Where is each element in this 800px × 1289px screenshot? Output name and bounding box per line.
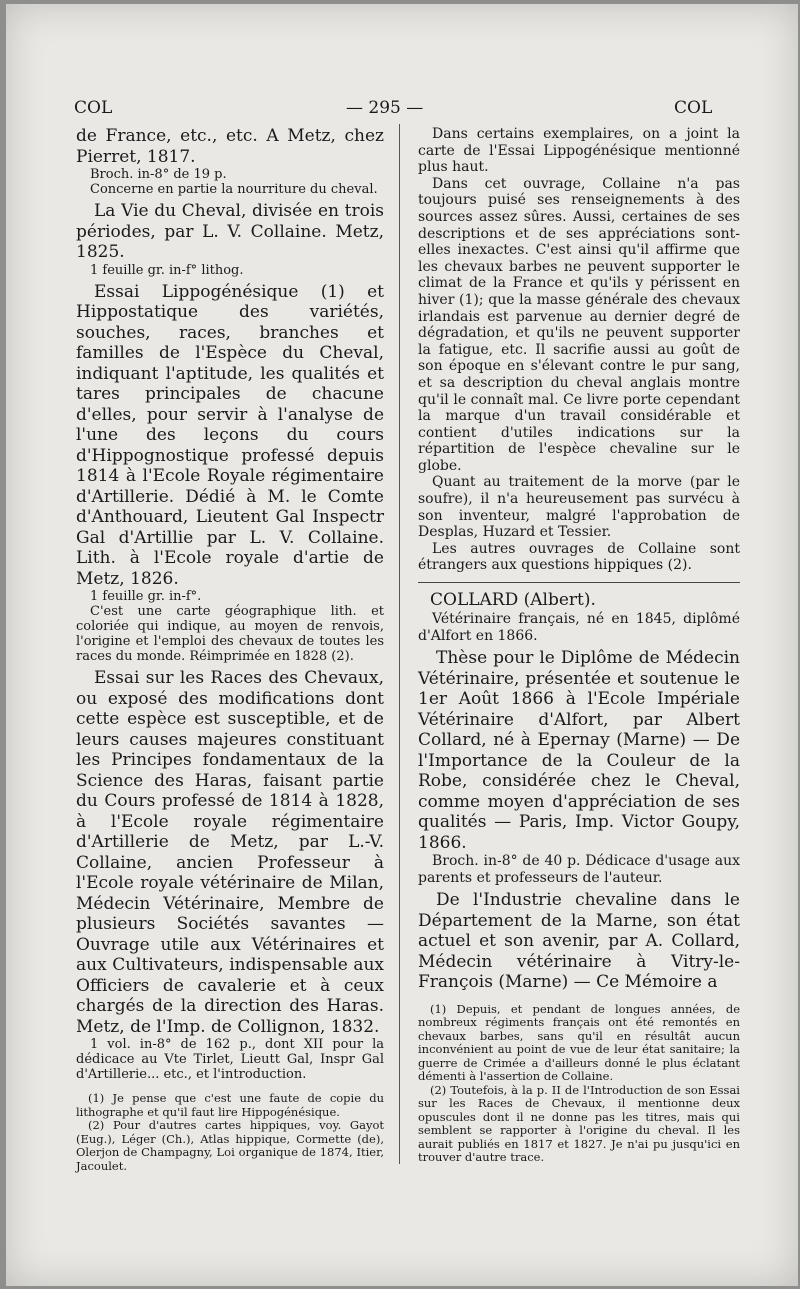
entry-continuation: de France, etc., etc. A Metz, chez Pierret, 1817. [76,126,384,167]
entry-title: La Vie du Cheval, divisée en trois périodes, par L. V. Collaine. Metz, 1825. [76,201,384,262]
entry-note: 1 feuille gr. in-f° lithog. [90,262,244,278]
commentary-paragraph: Quant au traitement de la morve (par le soufre), il n'a heureusement pas survécu à son inventeur, malgré l'approbation de Desplas, Huzard et Tessier. [418,474,740,541]
footnote: (2) Pour d'autres cartes hippiques, voy. Gayot (Eug.), Léger (Ch.), Atlas hippique, Cormette (de), Olerjon de Champagny, Loi organique de 1874, Itier, Jacoulet. [76,1118,384,1173]
entry-title: Essai Lippogénésique (1) et Hippostatique des variétés, souches, races, branches et familles de l'Espèce du Cheval, indiquant l'aptitude, les qualités et tares principales de chacune d'elles, pour servir à l'analyse de l'une des leçons du cours d'Hippognostique professé depuis 1814 à l'Ecole Royale régimentaire d'Artillerie. Dédié à M. le Comte d'Anthouard, Lieutent Gal Inspectr Gal d'Artillie par L. V. Collaine. Lith. à l'Ecole royale d'artie de Metz, 1826. [76,281,384,589]
entry-note: C'est une carte géographique lith. et coloriée qui indique, au moyen de renvois, l'origine et l'emploi des chevaux de toutes les races du monde. Réimprimée en 1828 (2). [76,604,384,664]
entry-title: Thèse pour le Diplôme de Médecin Vétérinaire, présentée et soutenue le 1er Août 1866 à l'Ecole Impériale Vétérinaire d'Alfort, par Albert Collard, né à Epernay (Marne) — De l'Importance de la Couleur de la Robe, considérée chez le Cheval, comme moyen d'appréciation de ses qualités — Paris, Imp. Victor Goupy, 1866. [418,648,740,853]
header-left: COL [74,98,113,118]
footnotes-left [76,1092,384,1173]
left-column [76,126,384,1173]
author-heading: COLLARD (Albert). [430,590,596,611]
commentary-paragraph: Dans cet ouvrage, Collaine n'a pas toujours puisé ses renseignements à des sources assez sûres. Aussi, certaines de ses descriptions et de ses appréciations sont-elles inexactes. C'est ainsi qu'il affirme que les chevaux barbes ne peuvent supporter le climat de la France et qu'ils y périssent en hiver (1); que la masse générale des chevaux irlandais est parvenue au dernier degré de dégradation, et qu'ils ne peuvent supporter la fatigue, etc. Il sacrifie aussi au goût de son époque en s'élevant contre le pur sang, et sa description du cheval anglais montre qu'il le connaît mal. Ce livre porte cependant la marque d'un travail considérable et contient d'utiles indications sur la répartition de l'espèce chevaline sur le globe. [418,175,740,474]
column-divider [399,124,400,1164]
entry-note: 1 feuille gr. in-f°. [90,589,202,604]
footnote: (1) Je pense que c'est une faute de copie du lithographe et qu'il faut lire Hippogénésique. [76,1091,384,1119]
running-header [6,98,798,124]
entry-note: Broch. in-8° de 19 p. [90,167,227,182]
page [6,4,798,1286]
footnotes-right [418,1003,740,1165]
footnote: (2) Toutefois, à la p. II de l'Introduction de son Essai sur les Races de Chevaux, il mentionne deux opuscules dont il ne donne pas les titres, mais qui semblent se rapporter à l'origine du cheval. Il les aurait publiés en 1817 et 1827. Je n'ai pu jusqu'ici en trouver d'autre trace. [418,1082,740,1165]
section-rule [418,582,740,583]
entry-note: Concerne en partie la nourriture du cheval. [90,182,378,197]
entry-title: Essai sur les Races des Chevaux, ou exposé des modifications dont cette espèce est susceptible, et de leurs causes majeures constituant les Principes fondamentaux de la Science des Haras, faisant partie du Cours professé de 1814 à 1828, à l'Ecole royale régimentaire d'Artillerie de Metz, par L.-V. Collaine, ancien Professeur à l'Ecole royale vétérinaire de Milan, Médecin Vétérinaire, Membre de plusieurs Sociétés savantes — Ouvrage utile aux Vétérinaires et aux Cultivateurs, indispensable aux Officiers de cavalerie et à ceux chargés de la direction des Haras. Metz, de l'Imp. de Collignon, 1832. [76,668,384,1037]
entry-title: De l'Industrie chevaline dans le Département de la Marne, son état actuel et son avenir, par A. Collard, Médecin vétérinaire à Vitry-le-François (Marne) — Ce Mémoire a [418,890,740,993]
page-number: — 295 — [346,98,424,118]
entry-note: Broch. in-8° de 40 p. Dédicace d'usage aux parents et professeurs de l'auteur. [418,853,740,886]
footnote: (1) Depuis, et pendant de longues années, de nombreux régiments français ont été remontés en chevaux barbes, sans qu'il en résultât aucun inconvénient au point de vue de leur état sanitaire; la guerre de Crimée a d'ailleurs donné le plus éclatant démenti à l'assertion de Collaine. [418,1001,740,1084]
commentary-paragraph: Dans certains exemplaires, on a joint la carte de l'Essai Lippogénésique mentionné plus haut. [418,126,740,176]
commentary-paragraph: Les autres ouvrages de Collaine sont étrangers aux questions hippiques (2). [418,540,740,574]
right-column [418,126,740,1165]
author-bio: Vétérinaire français, né en 1845, diplômé d'Alfort en 1866. [418,611,740,644]
entry-note: 1 vol. in-8° de 162 p., dont XII pour la dédicace au Vte Tirlet, Lieutt Gal, Inspr Gal d'Artillerie... etc., et l'introduction. [76,1037,384,1082]
header-right: COL [674,98,713,118]
